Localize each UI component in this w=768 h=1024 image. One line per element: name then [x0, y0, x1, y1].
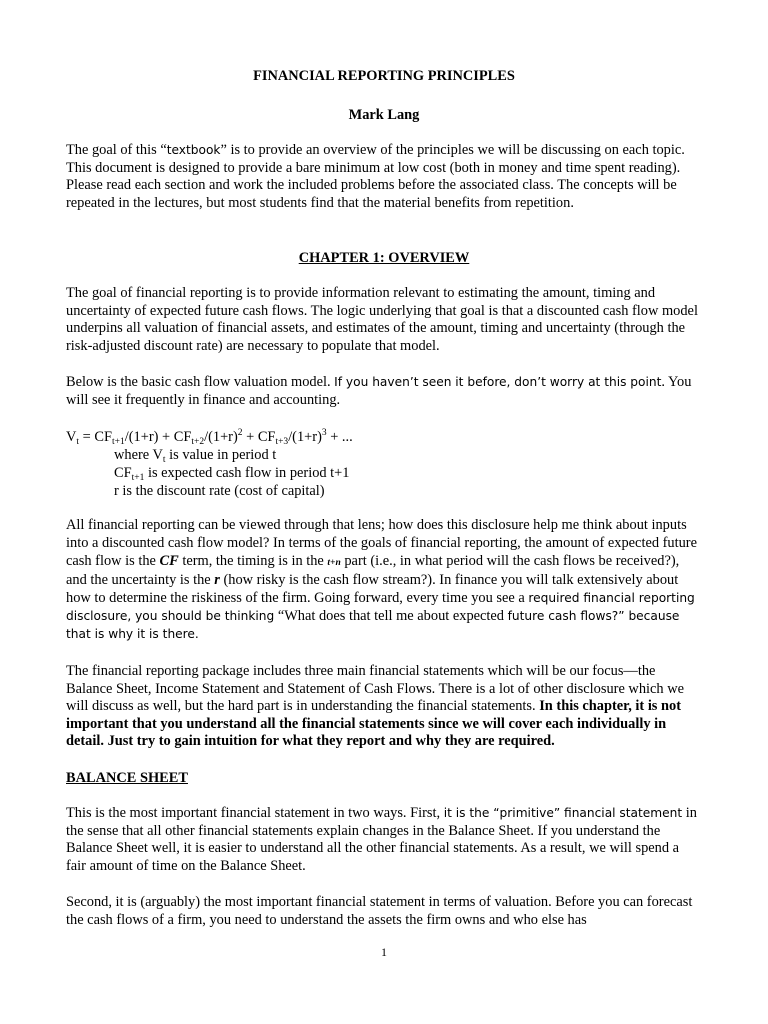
statements-paragraph: The financial reporting package includes three main financial statements which will be our focus—the Balance Sheet, Income Statement and Statement of Cash Flows. There is a lot of other disclosure which we will discuss as well, but the hard part is in understanding the financial statements. In this chapter, it is not important that you understand all the financial statements since we will cover each individually in detail. Just try to gain intuition for what they report and why they are required. [66, 663, 684, 750]
valuation-formula: $V_t = CF_{t+1}/(1+r) + CF_{t+2}/(1+r)^2 + CF_{t+3}/(1+r)^3$ + ... [66, 428, 353, 447]
balance-sheet-paragraph-1: This is the most important financial statement in two ways. First, it is the “primitive” financial statement in the sense that all other financial statements explain changes in the Balance Sheet. If you understand the Balance Sheet well, it is easier to understand all the other financial statements. As a result, we will spend a fair amount of time on the Balance Sheet. [66, 805, 697, 874]
page-number: 1 [381, 945, 387, 959]
goal-paragraph: The goal of financial reporting is to provide information relevant to estimating the amount, timing and uncertainty of expected future cash flows. The logic underlying that goal is that a discounted cash flow model underpins all valuation of financial assets, and estimates of the amount, timing and uncertainty (through the risk-adjusted discount rate) are necessary to populate that model. [66, 285, 698, 354]
chapter-heading: CHAPTER 1: OVERVIEW [298, 250, 470, 266]
formula-where-line: where $V_t$ is value in period t [114, 447, 277, 465]
document-author: Mark Lang [348, 107, 420, 123]
intro-paragraph: The goal of this “textbook” is to provide an overview of the principles we will be discussing on each topic. This document is designed to provide a bare minimum at low cost (both in money and time spent reading). Please read each section and work the included problems before the associated class. The concepts will be repeated in the lectures, but most students find that the material benefits from repetition. [66, 142, 685, 211]
document-title: FINANCIAL REPORTING PRINCIPLES [253, 68, 515, 84]
formula-r-line: r is the discount rate (cost of capital) [114, 483, 325, 499]
lens-paragraph: All financial reporting can be viewed through that lens; how does this disclosure help me think about inputs into a discounted cash flow model? In terms of the goals of financial reporting, the amount of expected future cash flow is the CF term, the timing is in the t+n part (i.e., in what period will the cash flows be received?), and the uncertainty is the r (how risky is the cash flow stream?). In finance you will talk extensively about how to determine the riskiness of the firm. Going forward, every time you see a required financial reporting disclosure, you should be thinking “What does that tell me about expected future cash flows?” because that is why it is there. [66, 517, 697, 641]
formula-cf-line: $CF_{t+1}$ is expected cash flow in period t+1 [114, 465, 350, 483]
balance-sheet-heading: BALANCE SHEET [66, 770, 188, 786]
model-intro-paragraph: Below is the basic cash flow valuation model. If you haven’t seen it before, don’t worry at this point. You will see it frequently in finance and accounting. [66, 374, 692, 408]
balance-sheet-paragraph-2: Second, it is (arguably) the most important financial statement in terms of valuation. Before you can forecast the cash flows of a firm, you need to understand the assets the firm owns and who else has [66, 894, 693, 928]
